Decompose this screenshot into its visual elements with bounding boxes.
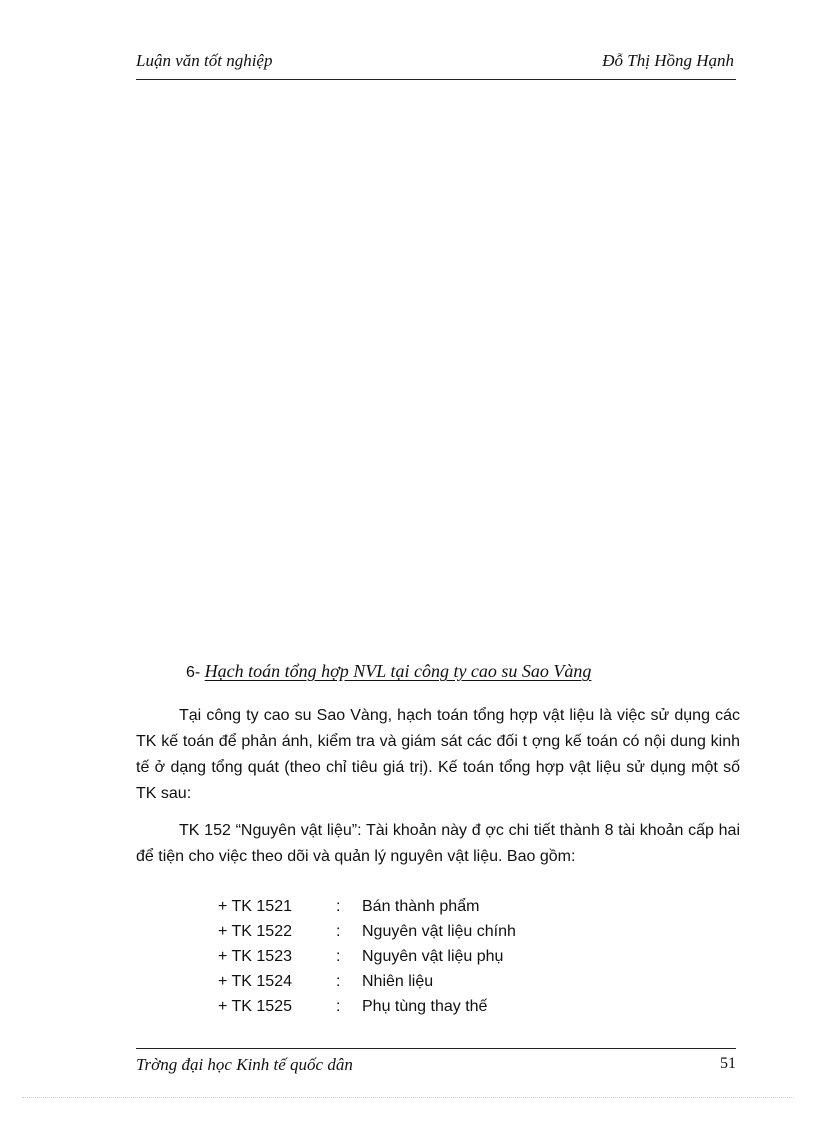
account-code: + TK 1525 xyxy=(218,997,292,1015)
account-code: + TK 1523 xyxy=(218,947,292,965)
account-name: Phụ tùng thay thế xyxy=(362,997,488,1015)
account-code: + TK 1522 xyxy=(218,922,292,940)
page-number: 51 xyxy=(720,1055,736,1072)
section-title: Hạch toán tổng hợp NVL tại công ty cao su Sao Vàng xyxy=(204,661,592,681)
header-rule xyxy=(136,79,736,80)
account-separator: : xyxy=(336,947,341,965)
account-separator: : xyxy=(336,922,341,940)
account-name: Bán thành phẩm xyxy=(362,897,480,915)
account-code: + TK 1524 xyxy=(218,972,292,990)
account-row xyxy=(218,894,516,919)
account-name: Nhiên liệu xyxy=(362,972,434,990)
section-number: 6- xyxy=(186,664,205,681)
account-row xyxy=(218,969,516,994)
account-name: Nguyên vật liệu phụ xyxy=(362,947,504,965)
account-row xyxy=(218,994,516,1019)
account-row xyxy=(218,919,516,944)
account-list xyxy=(218,894,516,1019)
section-heading xyxy=(186,661,591,682)
paragraph-tk152: TK 152 “Nguyên vật liệu”: Tài khoản này đ ợc chi tiết thành 8 tài khoản cấp hai để tiện cho việc theo dõi và quản lý nguyên vật liệu. Bao gồm: xyxy=(136,822,740,865)
page-bottom-dotted-line xyxy=(22,1097,794,1098)
header-thesis-title: Luận văn tốt nghiệp xyxy=(136,51,273,70)
footer-university: Trờng đại học Kinh tế quốc dân xyxy=(136,1055,353,1074)
account-row xyxy=(218,944,516,969)
account-separator: : xyxy=(336,897,341,915)
footer-rule xyxy=(136,1048,736,1049)
account-code: + TK 1521 xyxy=(218,897,292,915)
header-author-name: Đỗ Thị Hồng Hạnh xyxy=(602,51,734,70)
account-separator: : xyxy=(336,997,341,1015)
paragraph-intro: Tại công ty cao su Sao Vàng, hạch toán tổng hợp vật liệu là việc sử dụng các TK kế toán để phản ánh, kiểm tra và giám sát các đối t ợng kế toán có nội dung kinh tế ở dạng tổng quát (theo chỉ tiêu giá trị). Kế toán tổng hợp vật liệu sử dụng một số TK sau: xyxy=(136,707,740,802)
account-separator: : xyxy=(336,972,341,990)
account-name: Nguyên vật liệu chính xyxy=(362,922,516,940)
